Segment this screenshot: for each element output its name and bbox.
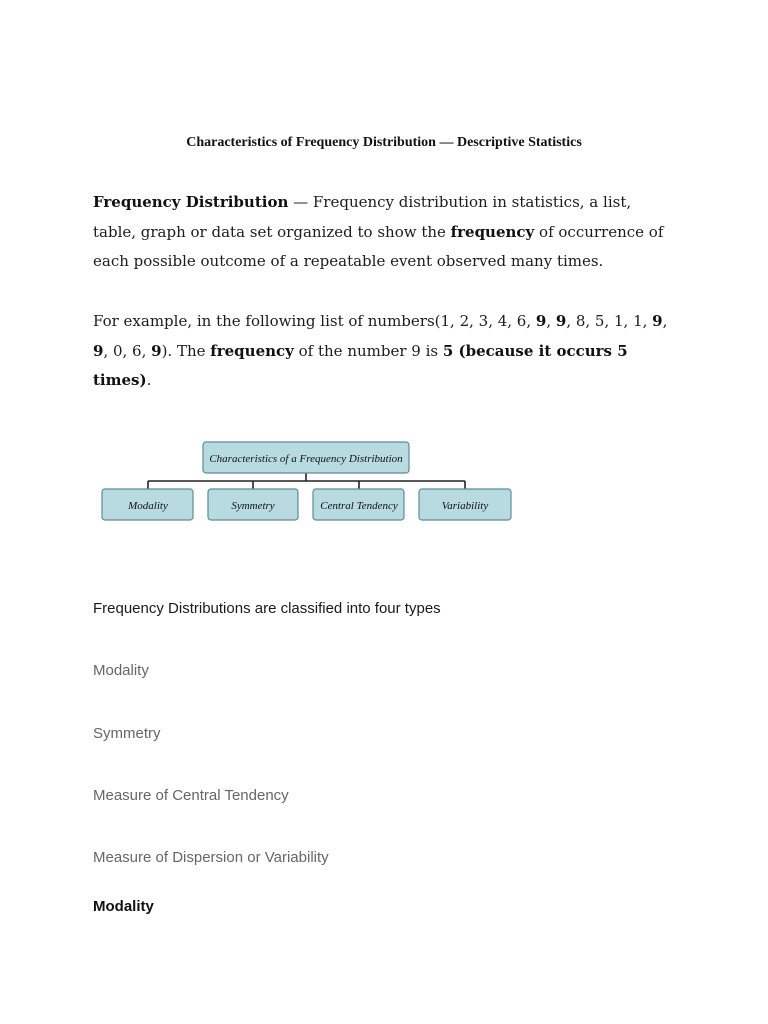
diagram-child-modality — [102, 489, 193, 520]
diagram-connectors — [148, 473, 465, 489]
type-central-tendency: Measure of Central Tendency — [93, 787, 289, 804]
example-text-5: , 0, 6, — [103, 341, 152, 360]
example-bold-6: frequency — [210, 341, 294, 360]
bold-frequency: frequency — [450, 222, 535, 241]
example-text-1: For example, in the following list of numbers(1, 2, 3, 4, 6, — [93, 312, 536, 330]
types-intro: Frequency Distributions are classified into four types — [93, 600, 441, 617]
diagram-root-node — [203, 442, 409, 473]
example-text-3: , 8, 5, 1, 1, — [566, 312, 653, 330]
hierarchy-diagram-svg — [93, 406, 523, 568]
type-modality: Modality — [93, 662, 149, 679]
example-text-7: of the number 9 is — [293, 341, 443, 360]
example-bold-4: 9 — [93, 341, 104, 360]
diagram-child-variability — [419, 489, 511, 520]
example-paragraph — [93, 307, 678, 396]
definition-text-b: of occurrence of each possible outcome of a repeatable event observed many times. — [93, 222, 664, 271]
definition-text-a: — Frequency distribution in statistics, a list, table, graph or data set organized to show the — [93, 193, 632, 241]
root-label: Characteristics of a Frequency Distribution — [209, 453, 403, 465]
modality-label: Modality — [128, 500, 168, 512]
example-text-8: . — [146, 371, 152, 390]
hierarchy-diagram — [93, 406, 523, 568]
diagram-child-symmetry — [208, 489, 298, 520]
type-dispersion: Measure of Dispersion or Variability — [93, 849, 329, 866]
term-frequency-distribution: Frequency Distribution — [93, 193, 289, 211]
example-bold-7: 5 (because it occurs 5 times) — [93, 341, 628, 390]
example-bold-1: 9 — [535, 312, 547, 330]
example-bold-2: 9 — [555, 312, 567, 330]
section-heading-modality: Modality — [93, 898, 154, 915]
type-symmetry: Symmetry — [93, 725, 161, 742]
page-title: Characteristics of Frequency Distribution — Descriptive Statistics — [186, 135, 582, 150]
example-bold-5: 9 — [151, 341, 162, 360]
example-text-2: , — [546, 312, 556, 330]
example-text-6: ). The — [161, 341, 211, 360]
example-bold-3: 9 — [652, 312, 663, 330]
diagram-child-central-tendency — [313, 489, 404, 520]
example-text-4: , — [662, 312, 668, 330]
definition-paragraph — [93, 188, 678, 277]
symmetry-label: Symmetry — [231, 500, 275, 512]
central-tendency-label: Central Tendency — [320, 500, 398, 512]
variability-label: Variability — [441, 500, 489, 512]
